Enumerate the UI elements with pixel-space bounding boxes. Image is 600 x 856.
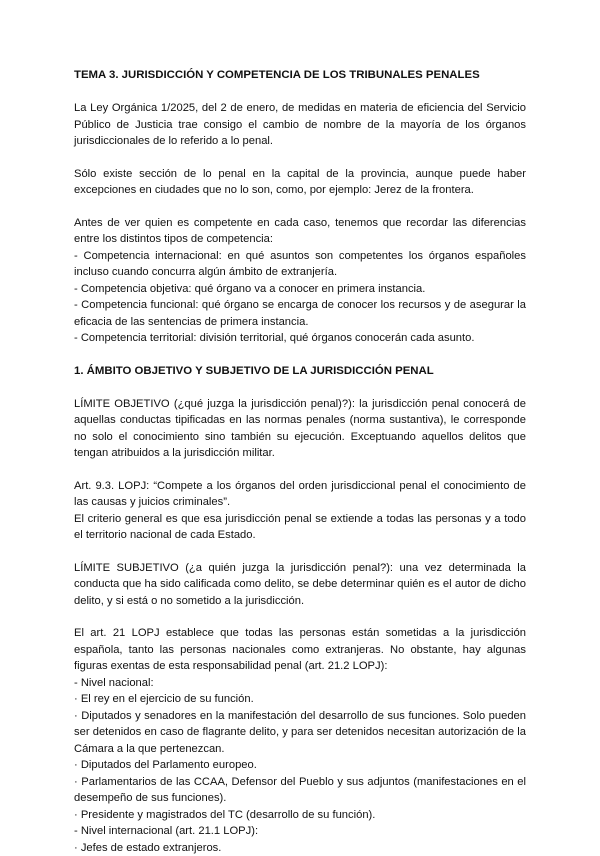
exento-item: · Presidente y magistrados del TC (desarrollo de su función). <box>74 807 526 824</box>
seccion-penal-paragraph: Sólo existe sección de lo penal en la capital de la provincia, aunque puede haber excepciones en ciudades que no lo son, como, por ejemplo: Jerez de la frontera. <box>74 166 526 199</box>
exento-item: · Parlamentarios de las CCAA, Defensor del Pueblo y sus adjuntos (manifestaciones en el desempeño de sus funciones). <box>74 774 526 807</box>
competencia-item: - Competencia territorial: división territorial, qué órganos conocerán cada asunto. <box>74 330 526 347</box>
section-heading: 1. ÁMBITO OBJETIVO Y SUBJETIVO DE LA JURISDICCIÓN PENAL <box>74 364 526 378</box>
competencia-item: - Competencia funcional: qué órgano se encarga de conocer los recursos y de asegurar la eficacia de las sentencias de primera instancia. <box>74 297 526 330</box>
art-21-paragraph: El art. 21 LOPJ establece que todas las personas están sometidas a la jurisdicción española, tanto las personas nacionales como extranjeras. No obstante, hay algunas figuras exentas de esta responsabilidad penal (art. 21.2 LOPJ): <box>74 625 526 675</box>
competencia-item: - Competencia internacional: en qué asuntos son competentes los órganos españoles incluso cuando concurra algún ámbito de extranjería. <box>74 248 526 281</box>
exento-item: · Diputados del Parlamento europeo. <box>74 757 526 774</box>
competencia-intro-paragraph: Antes de ver quien es competente en cada caso, tenemos que recordar las diferencias entre los distintos tipos de competencia: <box>74 215 526 248</box>
limite-objetivo-paragraph: LÍMITE OBJETIVO (¿qué juzga la jurisdicción penal)?): la jurisdicción penal conocerá de aquellas conductas tipificadas en las normas penales (norma sustantiva), le corresponde no solo el conocimiento sino también su ejecución. Exceptuando aquellos delitos que tengan atribuidos a la jurisdicción militar. <box>74 396 526 462</box>
exento-item: - Nivel nacional: <box>74 675 526 692</box>
exento-item: - Nivel internacional (art. 21.1 LOPJ): <box>74 823 526 840</box>
document-title: TEMA 3. JURISDICCIÓN Y COMPETENCIA DE LOS TRIBUNALES PENALES <box>74 68 526 82</box>
exento-item: · Diputados y senadores en la manifestación del desarrollo de sus funciones. Solo pueden ser detenidos en caso de flagrante delito, y para ser detenidos necesitan autorización de la Cámara a la que pertenezcan. <box>74 708 526 758</box>
art-9-3-paragraph: Art. 9.3. LOPJ: “Compete a los órganos del orden jurisdiccional penal el conocimiento de las causas y juicios criminales”. <box>74 478 526 511</box>
exento-item: · Jefes de estado extranjeros. <box>74 840 526 856</box>
exento-item: · El rey en el ejercicio de su función. <box>74 691 526 708</box>
intro-paragraph: La Ley Orgánica 1/2025, del 2 de enero, de medidas en materia de eficiencia del Servicio Público de Justicia trae consigo el cambio de nombre de la mayoría de los órganos jurisdiccionales de lo referido a lo penal. <box>74 100 526 150</box>
criterio-general-paragraph: El criterio general es que esa jurisdicción penal se extiende a todas las personas y a todo el territorio nacional de cada Estado. <box>74 511 526 544</box>
competencia-item: - Competencia objetiva: qué órgano va a conocer en primera instancia. <box>74 281 526 298</box>
limite-subjetivo-paragraph: LÍMITE SUBJETIVO (¿a quién juzga la jurisdicción penal?): una vez determinada la conducta que ha sido calificada como delito, se debe determinar quién es el autor de dicho delito, y si está o no sometido a la jurisdicción. <box>74 560 526 610</box>
